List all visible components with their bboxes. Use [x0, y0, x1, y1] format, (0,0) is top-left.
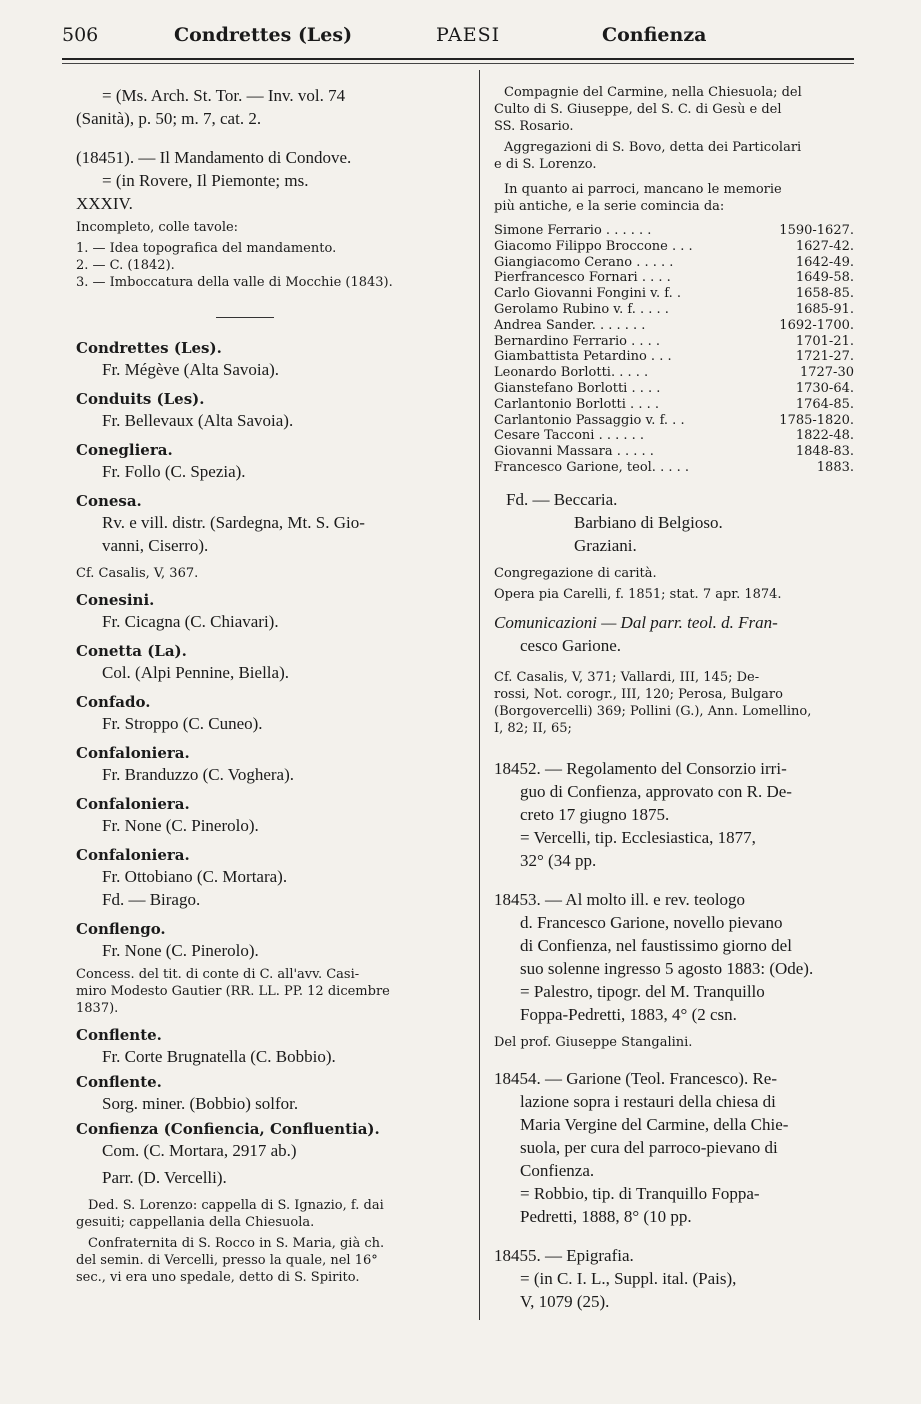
entry-18454: lazione sopra i restauri della chiesa di: [520, 1091, 776, 1111]
entry-heading: Conesini.: [76, 591, 155, 609]
entry-18452: creto 17 giugno 1875.: [520, 804, 670, 824]
priest-row: Gianstefano Borlotti . . . . 1730-64.: [494, 380, 854, 396]
section-divider: [216, 317, 274, 318]
priest-row: Pierfrancesco Fornari . . . . 1649-58.: [494, 270, 854, 286]
entry-note: Confraternita di S. Rocco in S. Maria, già ch.: [88, 1236, 385, 1251]
entry-18453: d. Francesco Garione, novello pievano: [520, 912, 783, 932]
column-divider: [479, 70, 480, 1320]
entry-heading: Confado.: [76, 693, 151, 711]
entry-heading: Confaloniera.: [76, 846, 190, 864]
entry-note: miro Modesto Gautier (RR. LL. PP. 12 dicembre: [76, 984, 390, 999]
priest-row: Bernardino Ferrario . . . . 1701-21.: [494, 333, 854, 349]
entry-note: Ded. S. Lorenzo: cappella di S. Ignazio, f. dai: [88, 1198, 384, 1213]
entry-18451-source: = (in Rovere, Il Piemonte; ms.: [102, 171, 309, 190]
founders: Graziani.: [574, 535, 637, 555]
entry-detail: Fr. Ottobiano (C. Mortara).: [102, 867, 288, 886]
entry-note: Concess. del tit. di conte di C. all'avv. Casi-: [76, 967, 360, 982]
reference: rossi, Not. corogr., III, 120; Perosa, Bulgaro: [494, 686, 783, 702]
priest-row: Simone Ferrario . . . . . . 1590-1627.: [494, 223, 854, 238]
priest-row: Francesco Garione, teol. . . . . 1883.: [494, 459, 854, 475]
entry-reference: Cf. Casalis, V, 367.: [76, 566, 199, 581]
entry-18455: 18455. — Epigrafia.: [494, 1245, 634, 1265]
entry-18454: Confienza.: [520, 1160, 595, 1180]
entry-18453-note: Del prof. Giuseppe Stangalini.: [494, 1034, 693, 1050]
priest-row: Carlantonio Borlotti . . . . 1764-85.: [494, 396, 854, 412]
entry-detail: Fr. Follo (C. Spezia).: [102, 462, 246, 481]
entry-detail: Fr. Corte Brugnatella (C. Bobbio).: [102, 1047, 336, 1066]
entry-heading: Condrettes (Les).: [76, 339, 222, 357]
entry-heading: Confaloniera.: [76, 744, 190, 762]
entry-heading: Conflente.: [76, 1026, 162, 1044]
paragraph: In quanto ai parroci, mancano le memorie: [504, 182, 782, 197]
entry-detail: Fr. Stroppo (C. Cuneo).: [102, 714, 263, 733]
running-head-left: Condrettes (Les): [174, 24, 353, 46]
running-head-right: Confienza: [602, 24, 707, 46]
priest-row: Leonardo Borlotti. . . . . 1727-30: [494, 365, 854, 381]
entry-18453: suo solenne ingresso 5 agosto 1883: (Ode).: [520, 958, 814, 978]
entry-18454: Pedretti, 1888, 8° (10 pp.: [520, 1206, 692, 1226]
priest-row: Andrea Sander. . . . . . . 1692-1700.: [494, 317, 854, 333]
priest-row: Gerolamo Rubino v. f. . . . . 1685-91.: [494, 301, 854, 317]
entry-note: del semin. di Vercelli, presso la quale, nel 16°: [76, 1253, 378, 1268]
right-column: [494, 74, 856, 1313]
paragraph: e di S. Lorenzo.: [494, 157, 597, 172]
founders: Fd. — Beccaria.: [506, 489, 618, 509]
entry-18451-source-cont: XXXIV.: [76, 194, 133, 213]
entry-18453: di Confienza, nel faustissimo giorno del: [520, 935, 792, 955]
entry-heading: Conegliera.: [76, 441, 173, 459]
paragraph: Opera pia Carelli, f. 1851; stat. 7 apr. 1874.: [494, 586, 782, 602]
entry-note: 1837).: [76, 1001, 119, 1016]
entry-heading: Confaloniera.: [76, 795, 190, 813]
paragraph: Congregazione di carità.: [494, 565, 657, 581]
reference: I, 82; II, 65;: [494, 720, 572, 736]
entry-note: gesuiti; cappellania della Chiesuola.: [76, 1215, 315, 1230]
plate-item: 2. — C. (1842).: [76, 258, 175, 273]
entry-18454: Maria Vergine del Carmine, della Chie-: [520, 1114, 789, 1134]
entry-detail: Fr. Cicagna (C. Chiavari).: [102, 612, 279, 631]
page-number: 506: [62, 24, 99, 46]
entry-heading: Conesa.: [76, 492, 142, 510]
entry-18453: = Palestro, tipogr. del M. Tranquillo: [520, 981, 765, 1001]
paragraph: più antiche, e la serie comincia da:: [494, 199, 725, 214]
entry-detail: Fr. Branduzzo (C. Voghera).: [102, 765, 295, 784]
entry-18452: = Vercelli, tip. Ecclesiastica, 1877,: [520, 827, 756, 847]
entry-18455: V, 1079 (25).: [520, 1291, 610, 1311]
reference: Cf. Casalis, V, 371; Vallardi, III, 145; De-: [494, 669, 760, 685]
priest-row: Carlo Giovanni Fongini v. f. . 1658-85.: [494, 286, 854, 302]
plate-item: 1. — Idea topografica del mandamento.: [76, 241, 337, 256]
left-column: [76, 74, 468, 1286]
priest-row: Giangiacomo Cerano . . . . . 1642-49.: [494, 254, 854, 270]
entry-heading: Conetta (La).: [76, 642, 187, 660]
entry-detail: Fd. — Birago.: [102, 890, 201, 909]
founders: Barbiano di Belgioso.: [574, 512, 723, 532]
entry-heading: Conflente.: [76, 1073, 162, 1091]
priest-row: Giacomo Filippo Broccone . . . 1627-42.: [494, 238, 854, 254]
header-rule-thin: [62, 63, 854, 64]
entry-detail: Fr. None (C. Pinerolo).: [102, 941, 259, 960]
entry-note: sec., vi era uno spedale, detto di S. Spirito.: [76, 1270, 360, 1285]
entry-detail: Col. (Alpi Pennine, Biella).: [102, 663, 289, 682]
communications: Comunicazioni — Dal parr. teol. d. Fran-: [494, 612, 778, 632]
header-rule: [62, 58, 854, 60]
entry-detail: Fr. Mégève (Alta Savoia).: [102, 360, 280, 379]
archive-ref: = (Ms. Arch. St. Tor. — Inv. vol. 74: [102, 86, 346, 105]
entry-detail: Fr. Bellevaux (Alta Savoia).: [102, 411, 294, 430]
archive-ref-cont: (Sanità), p. 50; m. 7, cat. 2.: [76, 109, 262, 128]
priest-row: Carlantonio Passaggio v. f. . . 1785-1820.: [494, 412, 854, 428]
paragraph: Compagnie del Carmine, nella Chiesuola; del: [504, 85, 802, 100]
entry-18451-title: (18451). — Il Mandamento di Condove.: [76, 148, 352, 167]
entry-18452: 32° (34 pp.: [520, 850, 597, 870]
entry-18451-note: Incompleto, colle tavole:: [76, 220, 239, 235]
priest-row: Cesare Tacconi . . . . . . 1822-48.: [494, 428, 854, 444]
running-head-center: PAESI: [436, 24, 501, 46]
paragraph: SS. Rosario.: [494, 119, 574, 134]
entry-heading: Conduits (Les).: [76, 390, 205, 408]
reference: (Borgovercelli) 369; Pollini (G.), Ann. Lomellino,: [494, 703, 812, 719]
entry-detail: Sorg. miner. (Bobbio) solfor.: [102, 1094, 299, 1113]
entry-18452: 18452. — Regolamento del Consorzio irri-: [494, 758, 787, 778]
priest-list: [494, 223, 854, 476]
entry-heading: Confienza (Confiencia, Confluentia).: [76, 1120, 380, 1138]
priest-row: Giovanni Massara . . . . . 1848-83.: [494, 444, 854, 460]
plate-item: 3. — Imboccatura della valle di Mocchie (1843).: [76, 275, 393, 290]
entry-18454: 18454. — Garione (Teol. Francesco). Re-: [494, 1068, 777, 1088]
entry-18452: guo di Confienza, approvato con R. De-: [520, 781, 792, 801]
entry-detail: Com. (C. Mortara, 2917 ab.): [102, 1141, 297, 1160]
entry-18453: 18453. — Al molto ill. e rev. teologo: [494, 889, 746, 909]
entry-heading: Conflengo.: [76, 920, 166, 938]
entry-18454: = Robbio, tip. di Tranquillo Foppa-: [520, 1183, 760, 1203]
entry-detail: Parr. (D. Vercelli).: [102, 1168, 227, 1187]
communications: cesco Garione.: [520, 635, 622, 655]
priest-row: Giambattista Petardino . . . 1721-27.: [494, 349, 854, 365]
page-header: [62, 18, 854, 54]
entry-detail: vanni, Ciserro).: [102, 536, 209, 555]
entry-18453: Foppa-Pedretti, 1883, 4° (2 csn.: [520, 1004, 737, 1024]
entry-18454: suola, per cura del parroco-pievano di: [520, 1137, 778, 1157]
paragraph: Culto di S. Giuseppe, del S. C. di Gesù e del: [494, 102, 782, 117]
entry-detail: Rv. e vill. distr. (Sardegna, Mt. S. Gio-: [102, 513, 365, 532]
entry-18455: = (in C. I. L., Suppl. ital. (Pais),: [520, 1268, 737, 1288]
entry-detail: Fr. None (C. Pinerolo).: [102, 816, 259, 835]
paragraph: Aggregazioni di S. Bovo, detta dei Particolari: [504, 140, 802, 155]
